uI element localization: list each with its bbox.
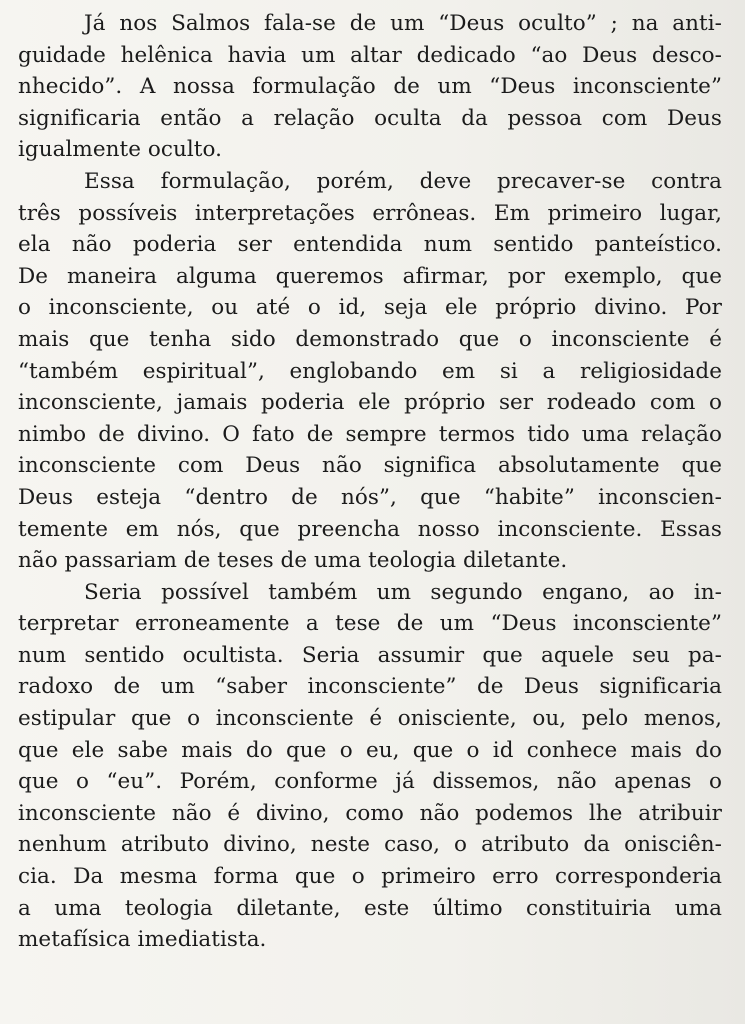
text-line: num sentido ocultista. Seria assumir que aquele seu pa- xyxy=(18,642,722,668)
text-line: significaria então a relação oculta da pessoa com Deus xyxy=(18,105,722,131)
text-line: inconsciente não é divino, como não podemos lhe atribuir xyxy=(18,800,722,826)
text-line: o inconsciente, ou até o id, seja ele próprio divino. Por xyxy=(18,295,722,321)
text-line: guidade helênica havia um altar dedicado “ao Deus desco- xyxy=(18,42,722,68)
text-line: inconsciente com Deus não significa absolutamente que xyxy=(18,453,722,479)
text-line: “também espiritual”, englobando em si a religiosidade xyxy=(18,358,722,384)
text-line: estipular que o inconsciente é onisciente, ou, pelo menos, xyxy=(18,706,722,732)
text-line: três possíveis interpretações errôneas. Em primeiro lugar, xyxy=(18,200,722,226)
text-line: inconsciente, jamais poderia ele próprio ser rodeado com o xyxy=(18,390,722,416)
text-line: a uma teologia diletante, este último constituiria uma xyxy=(18,895,722,921)
text-line: que ele sabe mais do que o eu, que o id conhece mais do xyxy=(18,737,722,763)
text-line: Já nos Salmos fala-se de um “Deus oculto” ; na anti- xyxy=(84,11,722,36)
text-line: nimbo de divino. O fato de sempre termos tido uma relação xyxy=(18,421,722,447)
text-line: não passariam de teses de uma teologia diletante. xyxy=(18,548,568,574)
text-line: ela não poderia ser entendida num sentido panteístico. xyxy=(18,232,722,258)
text-line: De maneira alguma queremos afirmar, por exemplo, que xyxy=(18,263,722,289)
text-line: Deus esteja “dentro de nós”, que “habite” inconscien- xyxy=(18,484,722,510)
text-line: igualmente oculto. xyxy=(18,137,222,163)
page-body-text xyxy=(18,8,722,956)
text-line: metafísica imediatista. xyxy=(18,927,267,953)
text-line: Seria possível também um segundo engano, ao in- xyxy=(84,579,722,605)
text-line: que o “eu”. Porém, conforme já dissemos, não apenas o xyxy=(18,769,722,795)
text-line: terpretar erroneamente a tese de um “Deus inconsciente” xyxy=(18,611,722,637)
text-line: mais que tenha sido demonstrado que o inconsciente é xyxy=(18,326,722,352)
text-line: nenhum atributo divino, neste caso, o atributo da onisciên- xyxy=(18,832,722,858)
text-line: temente em nós, que preencha nosso inconsciente. Essas xyxy=(18,516,722,542)
text-line: nhecido”. A nossa formulação de um “Deus inconsciente” xyxy=(18,74,722,100)
text-line: radoxo de um “saber inconsciente” de Deus significaria xyxy=(18,674,722,700)
text-line: cia. Da mesma forma que o primeiro erro corresponderia xyxy=(18,864,722,890)
text-line: Essa formulação, porém, deve precaver-se contra xyxy=(84,168,722,194)
